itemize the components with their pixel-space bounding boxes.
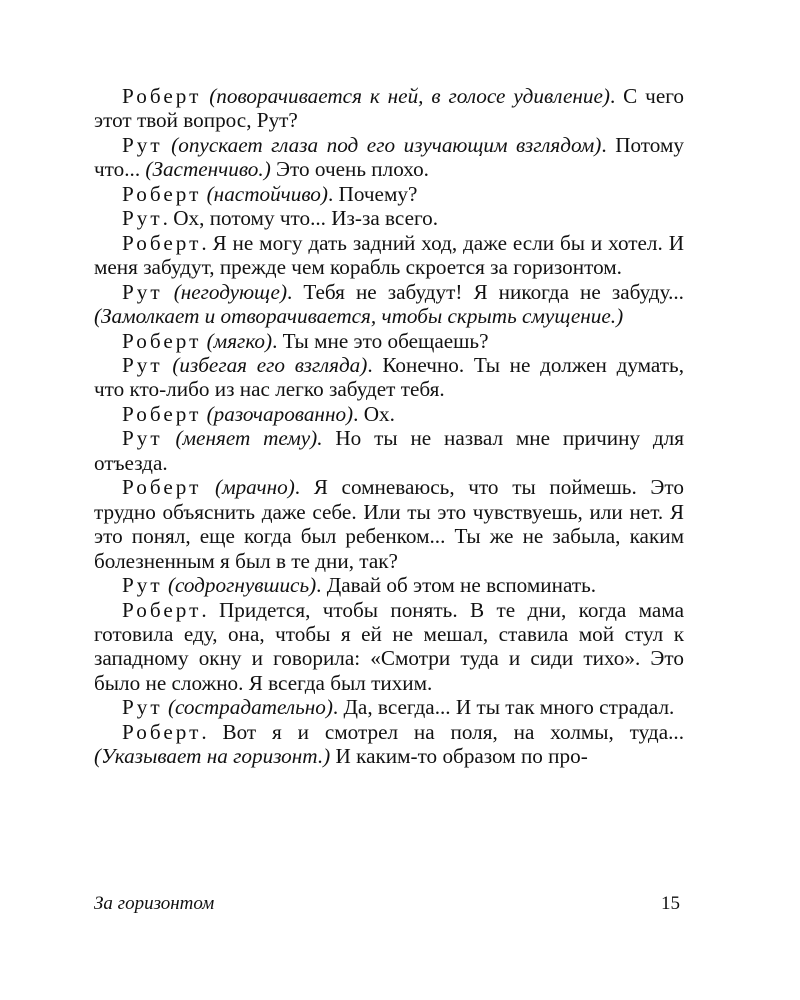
stage-direction: (Застенчиво.) <box>145 157 271 182</box>
dialogue-text: . Я не могу дать задний ход, даже если бы и хотел. И меня забудут, прежде чем корабль скроется за горизонтом. <box>94 230 684 280</box>
dialogue-text: . Придется, чтобы понять. В те дни, когда мама готовила еду, она, чтобы я ей не мешал, ставила мой стул к западному окну и говорила: «Смотри туда и сиди тихо». Это было не сложно. Я всегда был тихим. <box>94 597 684 695</box>
dialogue-text: . Почему? <box>327 181 418 206</box>
dialogue-text: Это очень плохо. <box>270 157 429 182</box>
dialogue-text: Но ты не назвал мне причину для отъезда. <box>94 426 684 475</box>
speaker-name: Рут <box>122 206 163 231</box>
dialogue-text: И каким-то образом по про- <box>330 744 588 769</box>
speaker-name: Роберт <box>122 475 202 500</box>
speaker-name: Рут <box>122 573 163 598</box>
dialogue-paragraph <box>94 475 684 573</box>
running-title: За горизонтом <box>94 893 215 914</box>
stage-direction: (мягко) <box>201 328 273 353</box>
stage-direction: (поворачивается к ней, в голосе удивление) <box>201 84 610 108</box>
stage-direction: (сострадательно) <box>162 695 333 720</box>
stage-direction: (разочарованно) <box>201 401 354 426</box>
speaker-name: Роберт <box>122 230 202 255</box>
stage-direction: (меняет тему). <box>162 426 323 451</box>
dialogue-paragraph <box>94 402 684 426</box>
dialogue-paragraph <box>94 329 684 353</box>
dialogue-paragraph <box>94 720 684 769</box>
dialogue-paragraph <box>94 353 684 402</box>
dialogue-paragraph <box>94 573 684 597</box>
stage-direction: (содрогнувшись) <box>162 573 317 598</box>
speaker-name: Роберт <box>122 84 202 108</box>
dialogue-text: . Ох. <box>353 401 395 426</box>
speaker-name: Рут <box>122 426 163 451</box>
dialogue-paragraph <box>94 84 684 133</box>
dialogue-text: . Я сомневаюсь, что ты поймешь. Это трудно объяснить даже себе. Или ты это чувствуешь, или нет. Я это понял, еще когда был ребенком... Ты же не забыла, каким болезненным я был в те дни, так? <box>94 475 684 573</box>
dialogue-paragraph <box>94 182 684 206</box>
speaker-name: Роберт <box>122 328 202 353</box>
dialogue-paragraph <box>94 280 684 329</box>
dialogue-paragraph <box>94 133 684 182</box>
dialogue-paragraph <box>94 206 684 230</box>
stage-direction: (Замолкает и отворачивается, чтобы скрыть смущение.) <box>94 304 624 329</box>
dialogue-paragraph <box>94 231 684 280</box>
dialogue-text: . Конечно. Ты не должен думать, что кто-либо из нас легко забудет тебя. <box>94 352 685 402</box>
speaker-name: Роберт <box>122 181 202 206</box>
speaker-name: Роберт <box>122 401 202 426</box>
dialogue-paragraph <box>94 695 684 719</box>
dialogue-paragraph <box>94 426 684 475</box>
dialogue-text: . Ох, потому что... Из-за всего. <box>162 206 439 231</box>
dialogue-text: . С чего этот твой вопрос, Рут? <box>94 84 685 133</box>
dialogue-text: . Потому что... <box>94 132 684 182</box>
stage-direction: (опускает глаза под его изучающим взглядом) <box>162 132 602 157</box>
dialogue-text: . Тебя не забудут! Я никогда не забуду... <box>287 279 684 304</box>
speaker-name: Роберт <box>122 597 202 622</box>
dialogue-text: . Вот я и смотрел на поля, на холмы, туда... <box>201 719 684 744</box>
page-number: 15 <box>661 893 680 914</box>
stage-direction: (Указывает на горизонт.) <box>94 744 331 769</box>
stage-direction: (избегая его взгляда) <box>162 352 368 377</box>
stage-direction: (мрачно) <box>201 475 295 500</box>
dialogue-text: . Да, всегда... И ты так много страдал. <box>332 695 675 720</box>
stage-direction: (негодующе) <box>162 279 288 304</box>
dialogue-text: . Ты мне это обещаешь? <box>272 328 489 353</box>
stage-direction: (настойчиво) <box>201 181 328 206</box>
dialogue-paragraph <box>94 598 684 696</box>
speaker-name: Рут <box>122 279 163 304</box>
dialogue-text: . Давай об этом не вспоминать. <box>316 573 597 598</box>
play-text <box>94 84 684 769</box>
speaker-name: Рут <box>122 132 163 157</box>
speaker-name: Рут <box>122 352 163 377</box>
speaker-name: Рут <box>122 695 163 720</box>
speaker-name: Роберт <box>122 719 202 744</box>
